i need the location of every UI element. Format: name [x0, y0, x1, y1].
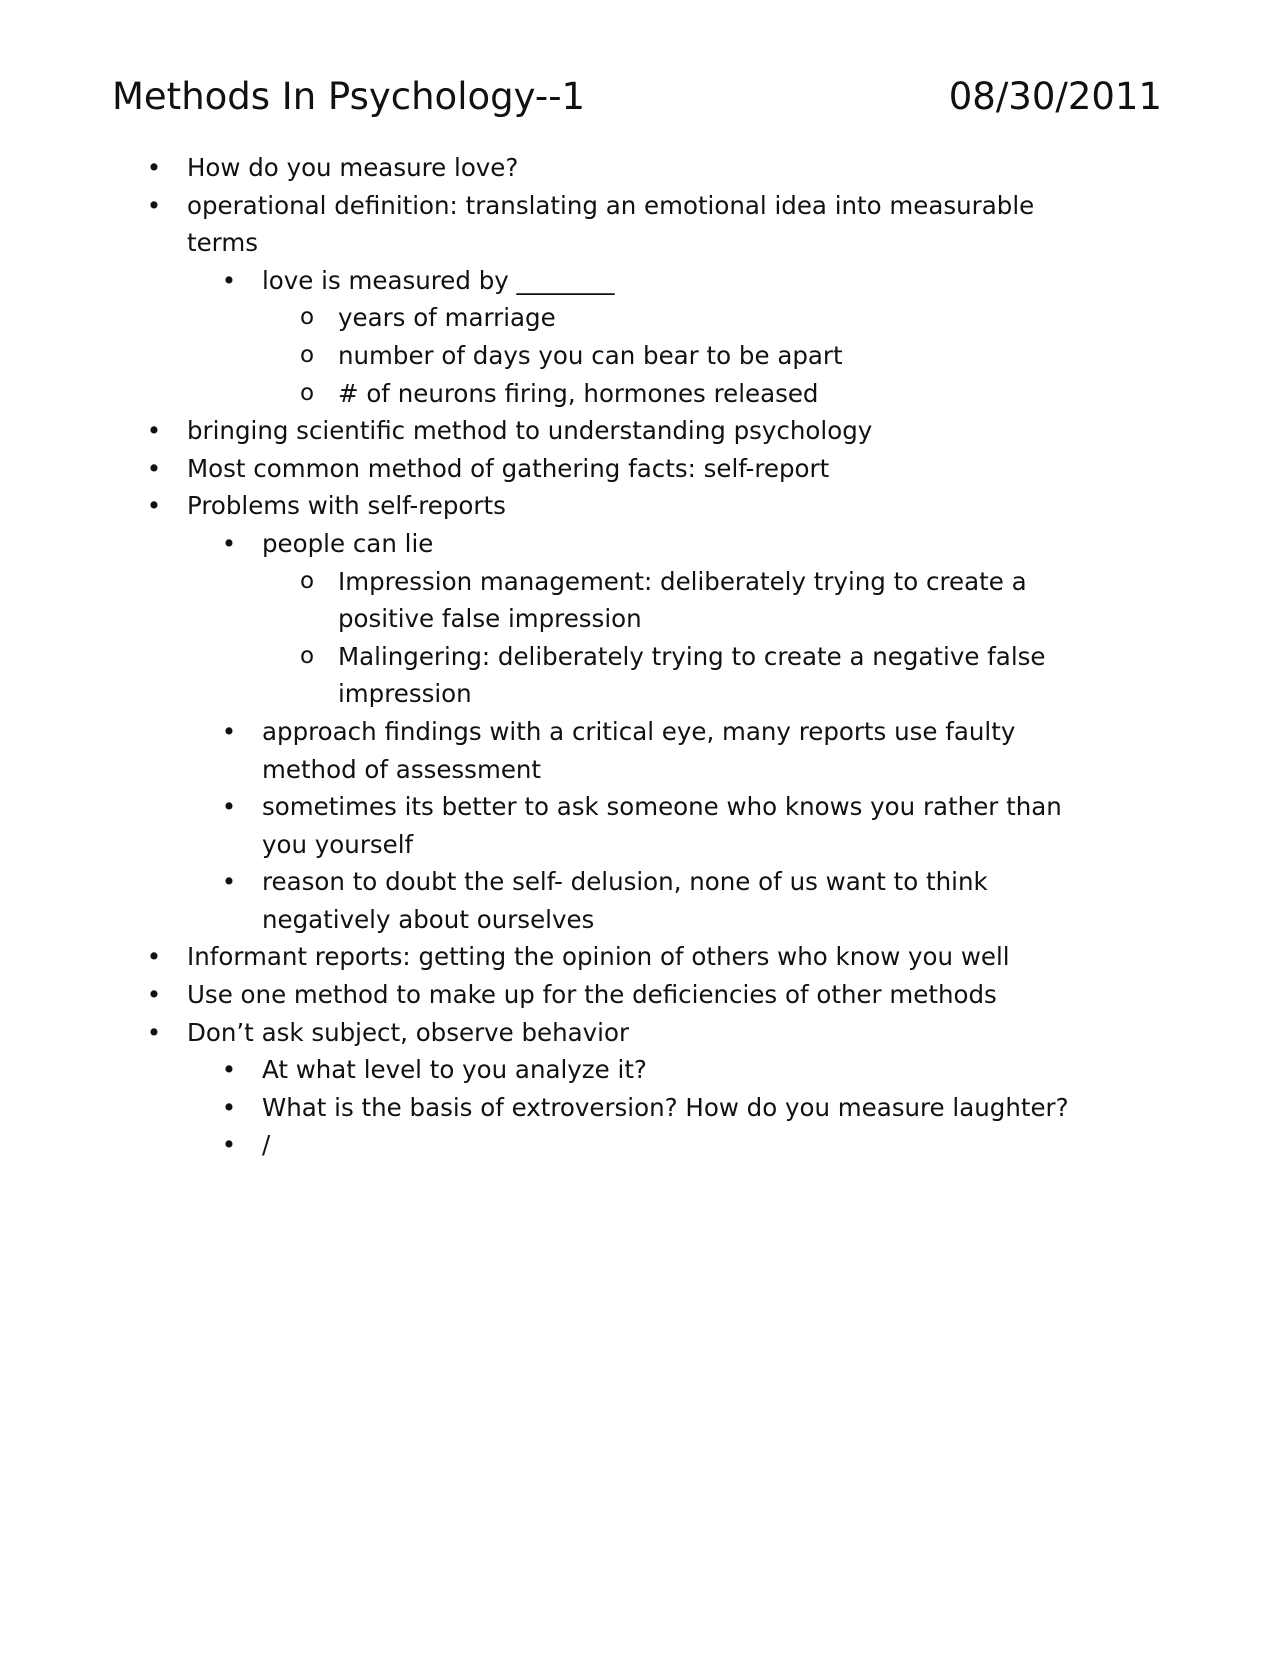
bullet-icon: •	[221, 867, 237, 897]
bullet-icon: •	[146, 153, 162, 182]
list-item	[0, 337, 1280, 375]
circle-bullet-icon: o	[299, 304, 315, 331]
list-item	[0, 487, 1280, 525]
bullet-icon: •	[146, 1017, 162, 1047]
list-item-text: Most common method of gathering facts: self-report	[187, 453, 830, 483]
bullet-icon: •	[221, 716, 237, 746]
list-item	[0, 638, 1280, 713]
list-item-text: operational definition: translating an emotional idea into measurable terms	[187, 190, 1035, 258]
list-item-text: At what level to you analyze it?	[262, 1055, 647, 1085]
list-item-text: reason to doubt the self- delusion, none of us want to think negatively about ourselves	[262, 867, 988, 934]
list-item-text: bringing scientific method to understanding psychology	[187, 416, 873, 446]
list-item-text: Impression management: deliberately trying to create a positive false impression	[338, 566, 1027, 634]
list-item	[0, 938, 1280, 976]
list-item	[0, 450, 1280, 488]
list-item-text: Problems with self-reports	[187, 491, 506, 521]
list-item-text: number of days you can bear to be apart	[338, 340, 843, 370]
list-item	[0, 1089, 1280, 1127]
list-item-text: # of neurons firing, hormones released	[338, 378, 819, 408]
notes-list	[0, 149, 1280, 1164]
circle-bullet-icon: o	[299, 341, 315, 368]
list-item	[0, 525, 1280, 563]
list-item-text: Malingering: deliberately trying to create a negative false impression	[338, 641, 1046, 709]
bullet-icon: •	[146, 491, 162, 521]
list-item	[0, 412, 1280, 450]
bullet-icon: •	[221, 792, 237, 822]
list-item-text: /	[262, 1130, 271, 1160]
list-item	[0, 976, 1280, 1014]
bullet-icon: •	[221, 528, 237, 558]
list-item-text: Don’t ask subject, observe behavior	[187, 1017, 630, 1047]
bullet-icon: •	[146, 190, 162, 220]
bullet-icon: •	[221, 1092, 237, 1122]
list-item	[0, 1051, 1280, 1089]
date-label: 08/30/2011	[948, 75, 1162, 118]
bullet-icon: •	[146, 942, 162, 972]
bullet-icon: •	[146, 416, 162, 446]
list-item-text: sometimes its better to ask someone who knows you rather than you yourself	[262, 792, 1062, 859]
list-item-text: love is measured by ________	[262, 265, 615, 295]
list-item-text: Informant reports: getting the opinion of others who know you well	[187, 942, 1010, 972]
list-item	[0, 788, 1280, 863]
list-item	[0, 149, 1280, 187]
list-item	[0, 187, 1280, 262]
list-item	[0, 1014, 1280, 1052]
document-header	[112, 72, 1162, 122]
list-item	[0, 262, 1280, 300]
bullet-icon: •	[221, 1130, 237, 1160]
list-item-text: How do you measure love?	[187, 153, 519, 182]
circle-bullet-icon: o	[299, 379, 315, 406]
list-item	[0, 563, 1280, 638]
list-item-text: years of marriage	[338, 303, 556, 333]
list-item-text: approach findings with a critical eye, many reports use faulty method of assessment	[262, 716, 1016, 784]
page-title: Methods In Psychology--1	[112, 75, 586, 118]
list-item-text: people can lie	[262, 528, 434, 558]
circle-bullet-icon: o	[299, 567, 315, 594]
list-item-text: What is the basis of extroversion? How do you measure laughter?	[262, 1092, 1069, 1122]
list-item	[0, 1126, 1280, 1164]
list-item	[0, 375, 1280, 413]
bullet-icon: •	[146, 980, 162, 1010]
list-item	[0, 863, 1280, 938]
list-item	[0, 299, 1280, 337]
bullet-icon: •	[146, 453, 162, 483]
circle-bullet-icon: o	[299, 642, 315, 669]
list-item	[0, 713, 1280, 788]
list-item-text: Use one method to make up for the deficiencies of other methods	[187, 980, 997, 1010]
bullet-icon: •	[221, 1055, 237, 1085]
bullet-icon: •	[221, 265, 237, 295]
